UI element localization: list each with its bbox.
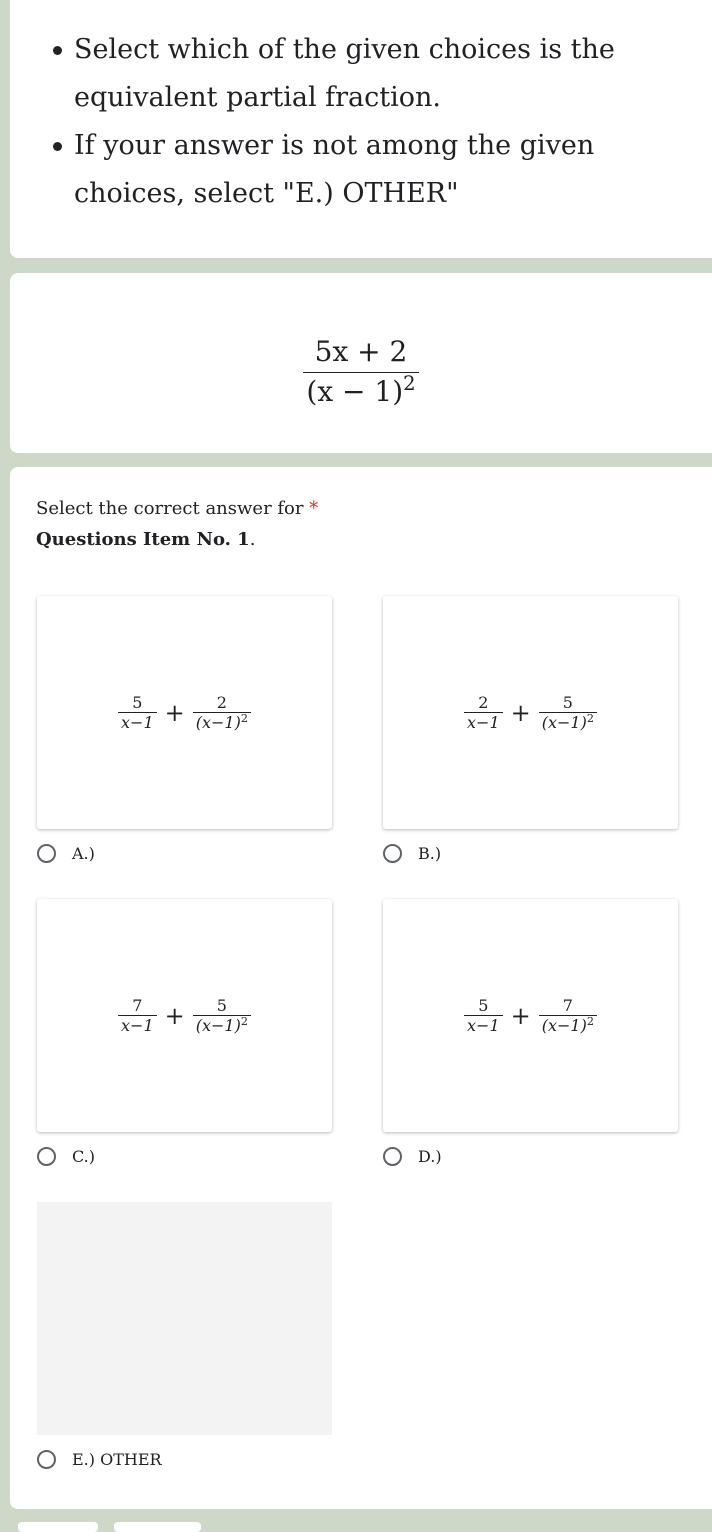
option-label: A.) [72, 844, 95, 863]
plus-sign: + [164, 698, 185, 727]
fraction-numerator: 5 [132, 693, 143, 712]
option-e[interactable] [37, 1450, 162, 1469]
instruction-item: If your answer is not among the given choices, select "E.) OTHER" [54, 122, 654, 218]
fraction-numerator: 7 [562, 996, 573, 1015]
instruction-item: Select which of the given choices is the equivalent partial fraction. [54, 26, 654, 122]
radio-button[interactable] [37, 844, 56, 863]
fraction-exponent: 2 [240, 711, 248, 725]
question-title-suffix: . [249, 529, 256, 550]
fraction-denominator: x−1 [118, 1015, 157, 1035]
fraction-numerator: 2 [478, 693, 489, 712]
option-c[interactable] [37, 1147, 95, 1166]
fraction-exponent: 2 [586, 1014, 594, 1028]
option-label: C.) [72, 1147, 95, 1166]
question-title-prefix: Select the correct answer for [36, 498, 310, 519]
option-label: B.) [418, 844, 442, 863]
fraction-denominator: (x−1) [541, 1016, 587, 1035]
expression-denominator: (x − 1) [306, 375, 404, 408]
plus-sign: + [510, 698, 531, 727]
fraction-numerator: 5 [216, 996, 227, 1015]
option-b[interactable] [383, 844, 441, 863]
option-label: E.) OTHER [72, 1450, 162, 1469]
plus-sign: + [164, 1001, 185, 1030]
option-b-image[interactable] [383, 596, 678, 829]
option-label: D.) [418, 1147, 442, 1166]
fraction-denominator: x−1 [118, 712, 157, 732]
question-card [10, 467, 712, 1509]
expression-card [10, 273, 712, 453]
fraction-denominator: (x−1) [541, 713, 587, 732]
expression-numerator: 5x + 2 [314, 335, 408, 368]
instructions-card [10, 0, 712, 258]
fraction-numerator: 7 [132, 996, 143, 1015]
bottom-button-edge [18, 1522, 98, 1532]
fraction-numerator: 2 [216, 693, 227, 712]
option-c-image[interactable] [37, 899, 332, 1132]
fraction-exponent: 2 [240, 1014, 248, 1028]
fraction-denominator: x−1 [464, 712, 503, 732]
option-d-image[interactable] [383, 899, 678, 1132]
option-d[interactable] [383, 1147, 442, 1166]
fraction-numerator: 5 [562, 693, 573, 712]
radio-button[interactable] [37, 1147, 56, 1166]
radio-button[interactable] [383, 1147, 402, 1166]
radio-button[interactable] [383, 844, 402, 863]
rational-expression [10, 335, 712, 408]
expression-exponent: 2 [403, 372, 416, 396]
instruction-list [54, 26, 654, 218]
question-title-bold: Questions Item No. 1 [36, 529, 250, 550]
fraction-exponent: 2 [586, 711, 594, 725]
option-a-image[interactable] [37, 596, 332, 829]
fraction-denominator: (x−1) [195, 713, 241, 732]
plus-sign: + [510, 1001, 531, 1030]
fraction-denominator: x−1 [464, 1015, 503, 1035]
question-title [36, 493, 318, 555]
radio-button[interactable] [37, 1450, 56, 1469]
option-a[interactable] [37, 844, 95, 863]
bottom-button-edge [114, 1522, 201, 1532]
fraction-numerator: 5 [478, 996, 489, 1015]
fraction-denominator: (x−1) [195, 1016, 241, 1035]
option-e-image-placeholder [37, 1202, 332, 1435]
required-asterisk: * [309, 498, 319, 519]
